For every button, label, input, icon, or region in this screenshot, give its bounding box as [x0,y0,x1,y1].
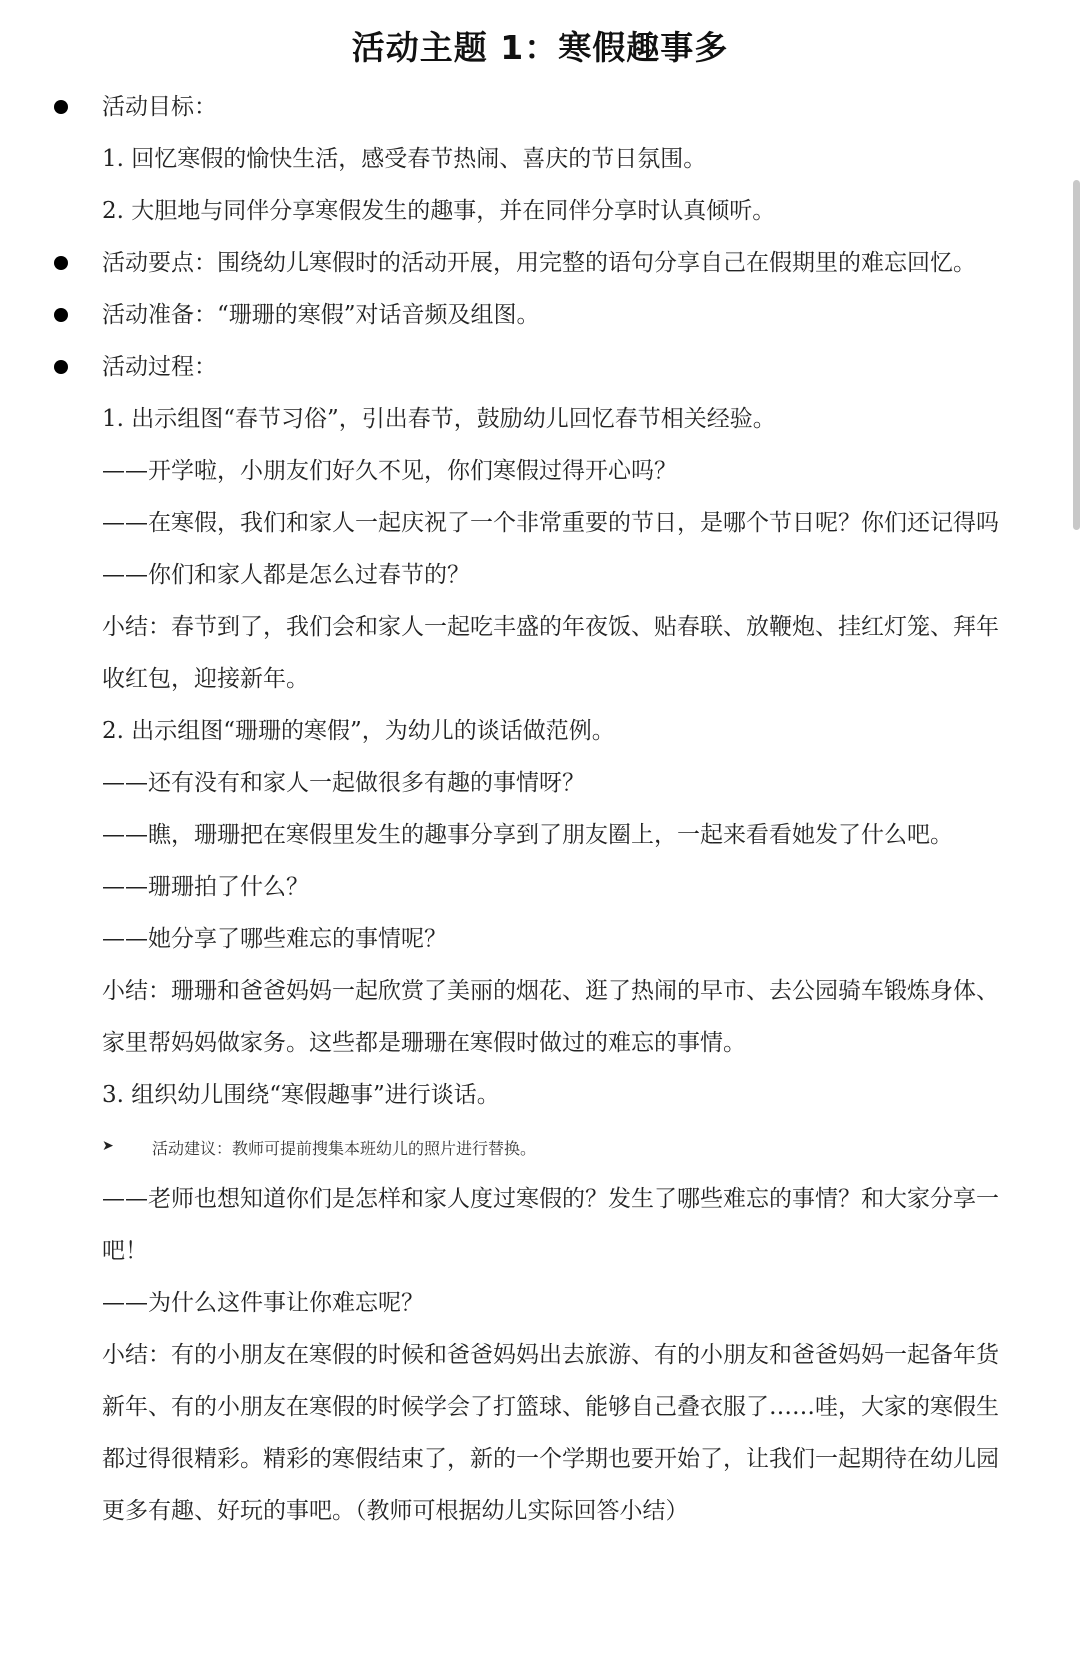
summary-line: 小结：春节到了，我们会和家人一起吃丰盛的年夜饭、贴春联、放鞭炮、挂红灯笼、拜年 [102,614,999,640]
process-step-3: 3. 组织幼儿围绕“寒假趣事”进行谈话。 [102,1082,500,1108]
dialogue-line: ——为什么这件事让你难忘呢？ [102,1290,424,1316]
dialogue-line: ——珊珊拍了什么？ [102,874,309,900]
summary-line: 小结：有的小朋友在寒假的时候和爸爸妈妈出去旅游、有的小朋友和爸爸妈妈一起备年货 [102,1342,999,1368]
dialogue-line: ——老师也想知道你们是怎样和家人度过寒假的？发生了哪些难忘的事情？和大家分享一 [102,1186,999,1212]
bullet-icon [54,360,68,374]
dialogue-line: ——开学啦，小朋友们好久不见，你们寒假过得开心吗？ [102,458,677,484]
dialogue-line: ——你们和家人都是怎么过春节的？ [102,562,470,588]
summary-line: 都过得很精彩。精彩的寒假结束了，新的一个学期也要开始了，让我们一起期待在幼儿园 [102,1446,999,1472]
dialogue-line: 吧！ [102,1238,148,1264]
dialogue-line: ——瞧，珊珊把在寒假里发生的趣事分享到了朋友圈上，一起来看看她发了什么吧。 [102,822,953,848]
goal-label: 活动目标： [102,94,217,120]
preparation: 活动准备：“珊珊的寒假”对话音频及组图。 [102,302,540,328]
page-title: 活动主题 1：寒假趣事多 [351,28,729,67]
summary-line: 家里帮妈妈做家务。这些都是珊珊在寒假时做过的难忘的事情。 [102,1030,746,1056]
dialogue-line: ——还有没有和家人一起做很多有趣的事情呀？ [102,770,585,796]
scrollbar-thumb[interactable] [1073,180,1080,530]
bullet-icon [54,308,68,322]
summary-line: 更多有趣、好玩的事吧。（教师可根据幼儿实际回答小结） [102,1498,689,1524]
activity-note: 活动建议：教师可提前搜集本班幼儿的照片进行替换。 [152,1139,537,1158]
arrow-bullet-icon: ➤ [102,1138,114,1154]
process-step-1: 1. 出示组图“春节习俗”，引出春节，鼓励幼儿回忆春节相关经验。 [102,406,776,432]
process-step-2: 2. 出示组图“珊珊的寒假”，为幼儿的谈话做范例。 [102,718,615,744]
summary-line: 小结：珊珊和爸爸妈妈一起欣赏了美丽的烟花、逛了热闹的早市、去公园骑车锻炼身体、 [102,978,999,1004]
goal-item-2: 2. 大胆地与同伴分享寒假发生的趣事，并在同伴分享时认真倾听。 [102,198,776,224]
dialogue-line: ——在寒假，我们和家人一起庆祝了一个非常重要的节日，是哪个节日呢？你们还记得吗 [102,510,999,536]
bullet-icon [54,256,68,270]
key-points: 活动要点：围绕幼儿寒假时的活动开展，用完整的语句分享自己在假期里的难忘回忆。 [102,250,976,276]
goal-item-1: 1. 回忆寒假的愉快生活，感受春节热闹、喜庆的节日氛围。 [102,146,707,172]
summary-line: 收红包，迎接新年。 [102,666,309,692]
dialogue-line: ——她分享了哪些难忘的事情呢？ [102,926,447,952]
process-label: 活动过程： [102,354,217,380]
summary-line: 新年、有的小朋友在寒假的时候学会了打篮球、能够自己叠衣服了……哇，大家的寒假生 [102,1394,999,1420]
bullet-icon [54,100,68,114]
